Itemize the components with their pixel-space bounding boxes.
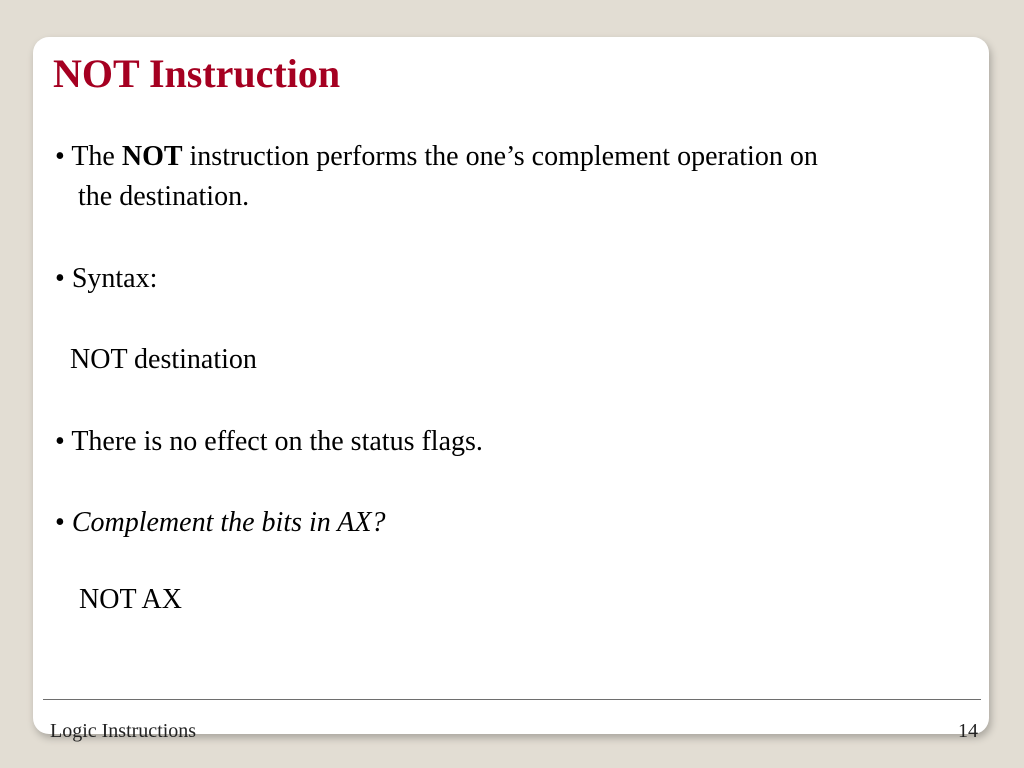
syntax-code: NOT destination: [70, 344, 257, 375]
bullet-text-post: instruction performs the one’s complement operation on: [189, 141, 818, 172]
bullet-text: Syntax:: [71, 263, 158, 294]
bullet-text-pre: The: [71, 141, 115, 172]
bullet-question: [55, 503, 386, 543]
bullet-marker: •: [55, 263, 65, 294]
bullet-marker: •: [55, 426, 65, 457]
bullet-flags: [55, 422, 483, 462]
footer-divider: [43, 699, 981, 700]
bullet-continuation: the destination.: [78, 181, 250, 212]
bullet-syntax: [55, 259, 157, 299]
bullet-text: There is no effect on the status flags.: [71, 426, 483, 457]
bullet-question-text: Complement the bits in AX?: [71, 507, 386, 538]
footer-title: Logic Instructions: [50, 720, 197, 742]
page-number: 14: [958, 720, 978, 742]
answer-code: NOT AX: [79, 584, 182, 615]
bullet-not-description: [55, 137, 818, 177]
slide-title: NOT Instruction: [53, 51, 341, 96]
bullet-keyword: NOT: [121, 141, 183, 172]
bullet-marker: •: [55, 507, 65, 538]
bullet-marker: •: [55, 141, 65, 172]
